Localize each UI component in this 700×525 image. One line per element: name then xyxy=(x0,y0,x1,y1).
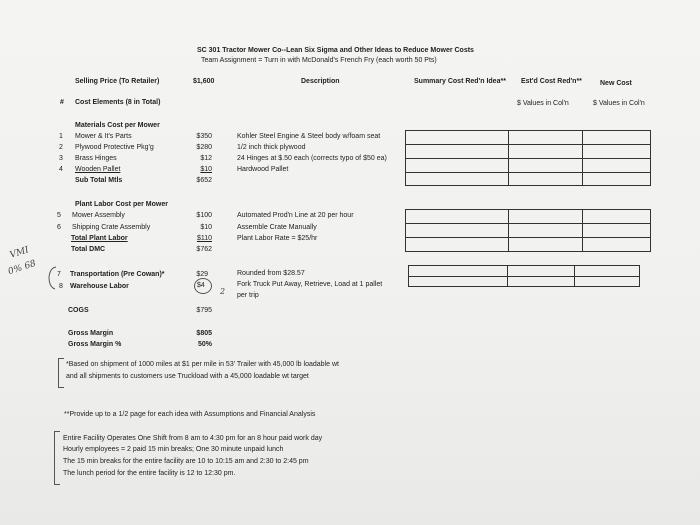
row-number: 6 xyxy=(57,224,61,231)
transport-idea-grid[interactable] xyxy=(408,265,640,287)
materials-idea-grid[interactable] xyxy=(405,130,651,186)
row-description: Automated Prod'n Line at 20 per hour xyxy=(237,212,354,219)
total-labor-label: Total Plant Labor xyxy=(71,235,128,242)
gross-margin-value: $805 xyxy=(196,330,212,337)
row-number: 5 xyxy=(57,212,61,219)
row-description: Kohler Steel Engine & Steel body w/foam seat xyxy=(237,133,381,140)
row-value: $10 xyxy=(200,166,212,173)
row-label: Mower Assembly xyxy=(72,212,125,219)
handwritten-vmi-note: VMI xyxy=(8,245,31,261)
row-number: 7 xyxy=(57,271,61,278)
row-description: Hardwood Pallet xyxy=(237,166,289,173)
row-description: 24 Hinges at $.50 each (corrects typo of $50 ea) xyxy=(237,155,387,162)
row-description: 1/2 inch thick plywood xyxy=(237,144,306,151)
row-label: Brass Hinges xyxy=(75,155,117,162)
selling-price-label: Selling Price (To Retailer) xyxy=(75,78,160,85)
row-value: $12 xyxy=(200,155,212,162)
description-header: Description xyxy=(301,78,340,85)
shipping-note-bracket xyxy=(58,358,64,388)
row-number: 8 xyxy=(59,283,63,290)
values-note-b: $ Values in Col'n xyxy=(593,100,645,107)
row-number: 2 xyxy=(59,144,63,151)
warehouse-value: $4 xyxy=(197,282,205,289)
handwritten-percent-note: 0% 68 xyxy=(7,258,38,278)
warehouse-description: Fork Truck Put Away, Retrieve, Load at 1 pallet xyxy=(237,281,383,288)
facility-note-bracket xyxy=(54,431,60,485)
transport-value: $29 xyxy=(196,271,208,278)
cogs-value: $795 xyxy=(196,307,212,314)
transport-label: Transportation (Pre Cowan)* xyxy=(70,271,165,278)
labor-heading: Plant Labor Cost per Mower xyxy=(75,201,168,208)
estd-cost-header: Est'd Cost Red'n** xyxy=(521,78,582,85)
values-note-a: $ Values in Col'n xyxy=(517,100,569,107)
row-value: $350 xyxy=(196,133,212,140)
cost-elements-label: Cost Elements (8 in Total) xyxy=(75,99,161,106)
handwritten-arrow-note: 2 xyxy=(220,287,226,296)
gross-margin-label: Gross Margin xyxy=(68,330,114,337)
gross-margin-pct-value: 50% xyxy=(197,341,212,348)
row-label: Wooden Pallet xyxy=(75,166,121,173)
provide-note: **Provide up to a 1/2 page for each idea with Assumptions and Financial Analysis xyxy=(64,411,316,418)
page-subtitle: Team Assignment = Turn in with McDonald's French Fry (each worth 50 Pts) xyxy=(201,57,437,64)
materials-subtotal-value: $652 xyxy=(196,177,212,184)
warehouse-description-cont: per trip xyxy=(237,292,259,299)
transport-description: Rounded from $28.57 xyxy=(237,270,305,277)
new-cost-header: New Cost xyxy=(600,80,632,87)
gross-margin-pct-label: Gross Margin % xyxy=(68,341,122,348)
facility-note-line-4: The lunch period for the entire facility is 12 to 12:30 pm. xyxy=(63,470,236,477)
row-number: 3 xyxy=(59,155,63,162)
shipping-note-line-2: and all shipments to customers use Truckload with a 45,000 loadable wt target xyxy=(66,373,309,380)
facility-note-line-3: The 15 min breaks for the entire facility are 10 to 10:15 am and 2:30 to 2:45 pm xyxy=(63,458,309,465)
materials-heading: Materials Cost per Mower xyxy=(75,122,160,129)
page-title: SC 301 Tractor Mower Co--Lean Six Sigma and Other Ideas to Reduce Mower Costs xyxy=(197,47,474,54)
total-dmc-label: Total DMC xyxy=(71,246,106,253)
cogs-label: COGS xyxy=(68,307,89,314)
facility-note-line-1: Entire Facility Operates One Shift from 8 am to 4:30 pm for an 8 hour paid work day xyxy=(63,435,323,442)
row-value: $10 xyxy=(200,224,212,231)
total-dmc-value: $762 xyxy=(196,246,212,253)
labor-idea-grid[interactable] xyxy=(405,209,651,252)
row-number: 4 xyxy=(59,166,63,173)
row-number: 1 xyxy=(59,133,63,140)
row-label: Shipping Crate Assembly xyxy=(72,224,151,231)
row-description: Assemble Crate Manually xyxy=(237,224,317,231)
selling-price-value: $1,600 xyxy=(193,78,215,85)
total-labor-value: $110 xyxy=(196,235,212,242)
hash-symbol: # xyxy=(60,99,64,106)
labor-rate-description: Plant Labor Rate = $25/hr xyxy=(237,235,318,242)
shipping-note-line-1: *Based on shipment of 1000 miles at $1 per mile in 53' Trailer with 45,000 lb loadable wt xyxy=(66,361,339,368)
row-value: $100 xyxy=(196,212,212,219)
warehouse-label: Warehouse Labor xyxy=(70,283,129,290)
facility-note-line-2: Hourly employees = 2 paid 15 min breaks; One 30 minute unpaid lunch xyxy=(63,446,284,453)
row-label: Mower & It's Parts xyxy=(75,133,132,140)
row-value: $280 xyxy=(196,144,212,151)
row-label: Plywood Protective Pkg'g xyxy=(75,144,154,151)
summary-cost-header: Summary Cost Red'n Idea** xyxy=(414,78,506,85)
materials-subtotal-label: Sub Total Mtls xyxy=(75,177,123,184)
